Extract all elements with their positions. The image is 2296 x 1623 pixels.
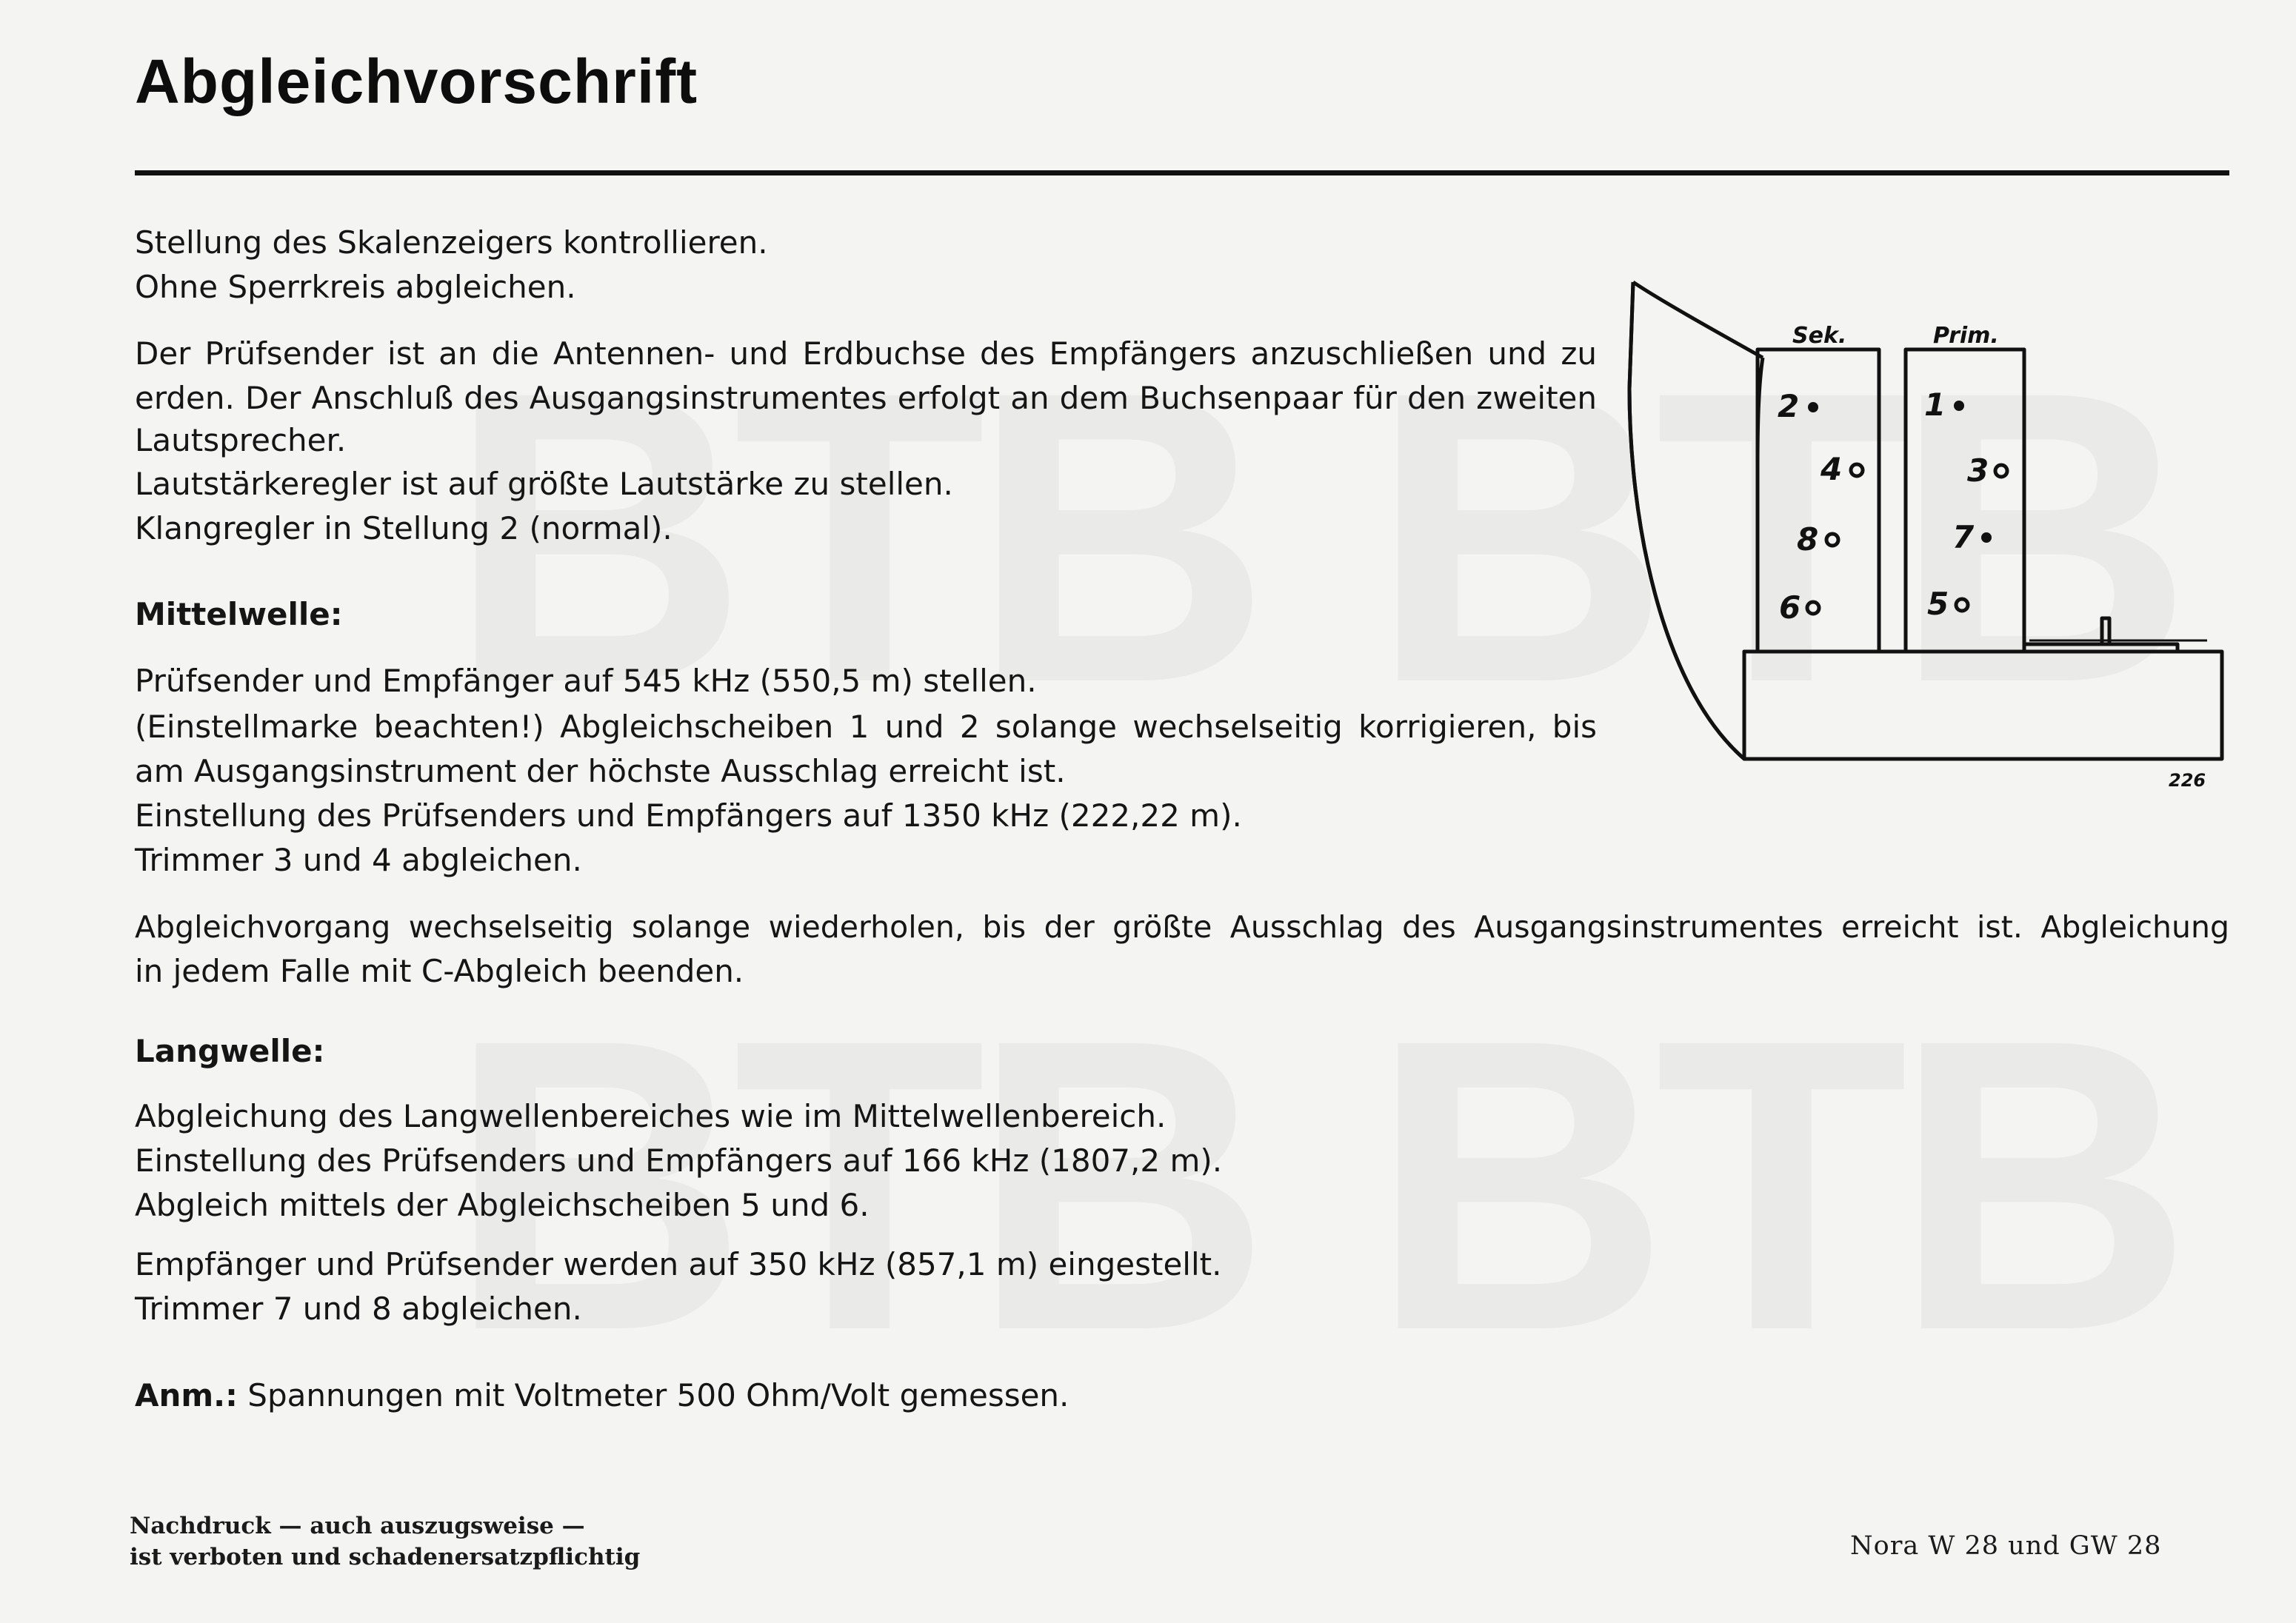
mittelwelle-line: Trimmer 3 und 4 abgleichen. bbox=[135, 842, 582, 878]
section-heading-mittelwelle: Mittelwelle: bbox=[135, 596, 343, 632]
mittelwelle-line: am Ausgangsinstrument der höchste Ausschlag erreicht ist. bbox=[135, 753, 1066, 789]
langwelle-line: Abgleichung des Langwellenbereiches wie im Mittelwellenbereich. bbox=[135, 1098, 1167, 1134]
copyright-line: Nachdruck — auch auszugsweise — bbox=[130, 1513, 585, 1539]
curved-panel-edge bbox=[1629, 282, 1744, 759]
langwelle-line: Einstellung des Prüfsenders und Empfängers auf 166 kHz (1807,2 m). bbox=[135, 1142, 1223, 1179]
trimmer-point-5 bbox=[1956, 599, 1968, 611]
model-designation: Nora W 28 und GW 28 bbox=[1850, 1531, 2162, 1561]
trimmer-label-2: 2 bbox=[1778, 388, 1800, 424]
trimmer-label-6: 6 bbox=[1779, 589, 1801, 626]
title-rule bbox=[135, 170, 2229, 175]
connection-line: Der Prüfsender ist an die Antennen- und Erdbuchse des Empfängers anzuschließen und zu bbox=[135, 335, 1597, 372]
mittelwelle-repeat-line: in jedem Falle mit C-Abgleich beenden. bbox=[135, 953, 744, 989]
trimmer-point-1 bbox=[1954, 401, 1964, 411]
label-sekundaer: Sek. bbox=[1792, 323, 1847, 349]
label-primaer: Prim. bbox=[1933, 323, 1999, 349]
watermark-bottom-right bbox=[1370, 977, 2178, 1392]
trimmer-point-4 bbox=[1851, 464, 1863, 476]
trimmer-label-4: 4 bbox=[1821, 451, 1843, 487]
copyright-line: ist verboten und schadenersatzpflichtig bbox=[130, 1544, 641, 1570]
trimmer-point-7 bbox=[1981, 532, 1992, 543]
trimmer-label-1: 1 bbox=[1924, 386, 1946, 423]
trimmer-point-3 bbox=[1995, 465, 2007, 477]
trimmer-label-5: 5 bbox=[1927, 586, 1949, 622]
coil-can-primaer bbox=[1906, 349, 2024, 652]
intro-line: Stellung des Skalenzeigers kontrollieren. bbox=[135, 224, 768, 261]
figure-number: 226 bbox=[2169, 770, 2206, 791]
langwelle-line: Trimmer 7 und 8 abgleichen. bbox=[135, 1291, 582, 1327]
langwelle-line: Empfänger und Prüfsender werden auf 350 kHz (857,1 m) eingestellt. bbox=[135, 1246, 1222, 1282]
alignment-diagram-svg bbox=[1615, 270, 2237, 803]
trimmer-label-3: 3 bbox=[1967, 452, 1989, 489]
intro-line: Ohne Sperrkreis abgleichen. bbox=[135, 269, 576, 305]
mittelwelle-line: Einstellung des Prüfsenders und Empfängers auf 1350 kHz (222,22 m). bbox=[135, 797, 1242, 834]
note-label: Anm.: bbox=[135, 1377, 238, 1413]
trimmer-label-7: 7 bbox=[1952, 519, 1975, 555]
note bbox=[135, 1373, 1069, 1418]
mittelwelle-repeat-line: Abgleichvorgang wechselseitig solange wiederholen, bis der größte Ausschlag des Ausgangsinstrumentes erreicht ist. Abgleichung bbox=[135, 909, 2229, 945]
mittelwelle-line: (Einstellmarke beachten!) Abgleichscheiben 1 und 2 solange wechselseitig korrigieren, bis bbox=[135, 709, 1597, 745]
connection-line: Klangregler in Stellung 2 (normal). bbox=[135, 510, 673, 546]
page-title: Abgleichvorschrift bbox=[135, 47, 698, 116]
trimmer-point-2 bbox=[1808, 402, 1818, 412]
mittelwelle-line: Prüfsender und Empfänger auf 545 kHz (550,5 m) stellen. bbox=[135, 663, 1037, 699]
connection-line: Lautsprecher. bbox=[135, 422, 347, 458]
chassis-base bbox=[1744, 652, 2222, 759]
section-heading-langwelle: Langwelle: bbox=[135, 1033, 325, 1069]
copyright-notice bbox=[130, 1510, 640, 1573]
terminal-strip bbox=[2024, 618, 2177, 652]
connection-line: erden. Der Anschluß des Ausgangsinstrumentes erfolgt an dem Buchsenpaar für den zweiten bbox=[135, 380, 1597, 416]
trimmer-point-8 bbox=[1826, 534, 1838, 546]
note-text: Spannungen mit Voltmeter 500 Ohm/Volt gemessen. bbox=[247, 1377, 1069, 1413]
trimmer-point-6 bbox=[1807, 602, 1819, 614]
trimmer-label-8: 8 bbox=[1797, 521, 1819, 558]
alignment-diagram bbox=[1615, 270, 2237, 803]
langwelle-line: Abgleich mittels der Abgleichscheiben 5 und 6. bbox=[135, 1187, 870, 1223]
connection-line: Lautstärkeregler ist auf größte Lautstärke zu stellen. bbox=[135, 466, 953, 502]
